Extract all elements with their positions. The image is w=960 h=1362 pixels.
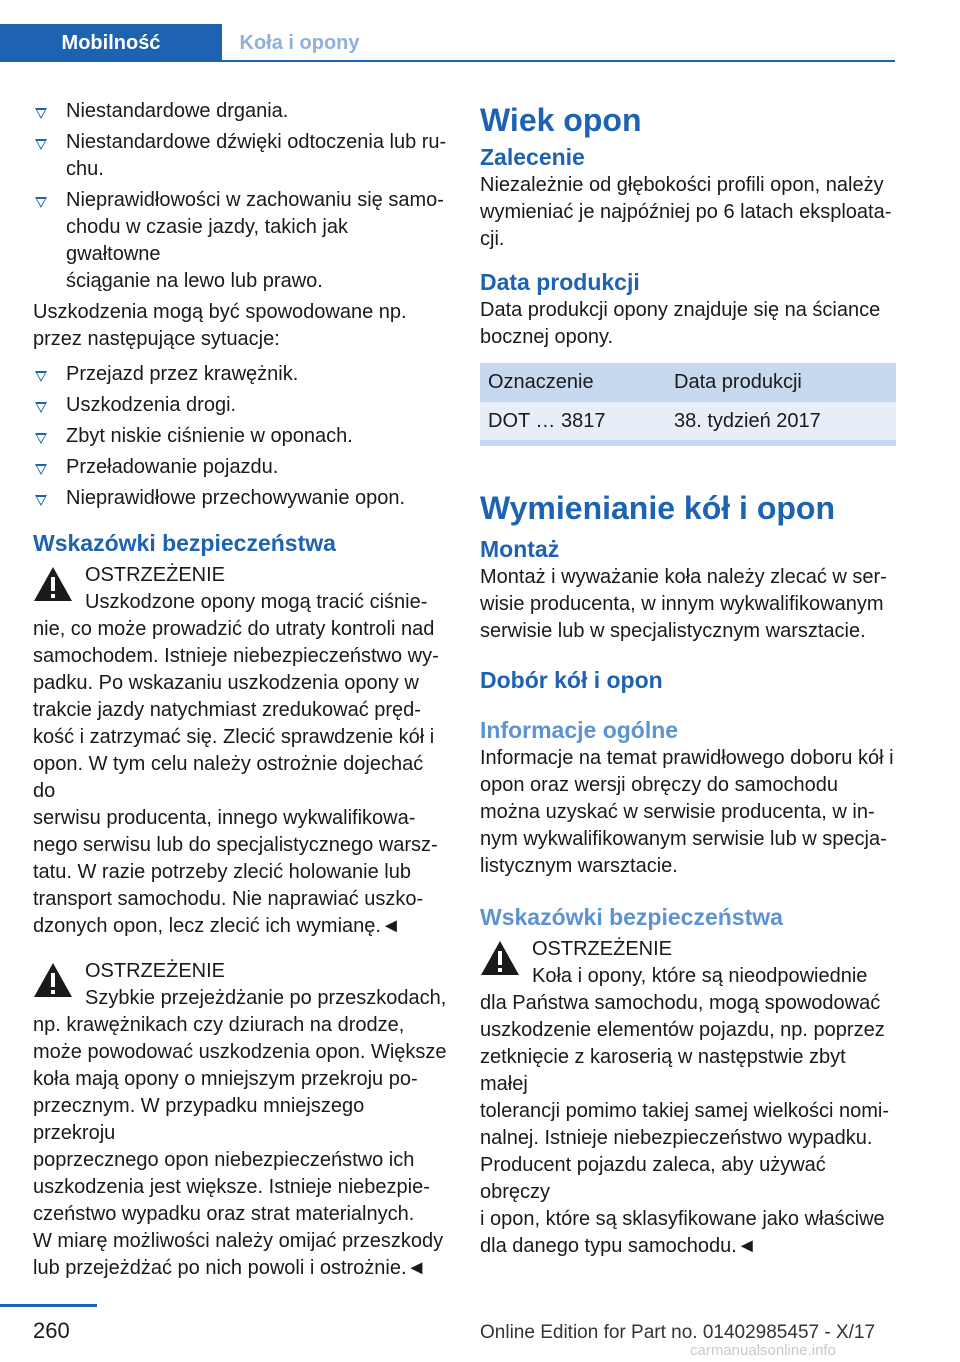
list-item: Nieprawidłowe przechowywanie opon. (33, 485, 448, 512)
list-item: Przejazd przez krawężnik. (33, 361, 448, 388)
triangle-bullet-icon (35, 433, 47, 444)
recommendation-heading: Zalecenie (480, 144, 585, 170)
warning-text: dla Państwa samochodu, mogą spowodować uszkodzenie elementów pojazdu, np. poprzez zetknięcie z karoserią w następstwie zbyt małej tolerancji pomimo takiej samej wielkości nomi- nalnej. Istnieje niebezpieczeństwo wypadku. Producent pojazdu zaleca, aby używać obręczy i opon, które są sklasyfikowane jako właściwe dla danego typu samochodu.◄ (480, 992, 890, 1257)
safety-heading: Wskazówki bezpieczeństwa (33, 530, 336, 556)
warning-block (480, 936, 898, 1260)
tab-wheels-and-tires[interactable]: Koła i opony (239, 32, 360, 54)
warning-triangle-icon (33, 566, 73, 602)
wheel-selection-heading: Dobór kół i opon (480, 667, 663, 693)
table-row (480, 402, 896, 440)
watermark: carmanualsonline.info (690, 1342, 836, 1359)
table-cell: DOT … 3817 (480, 402, 666, 440)
edition-note: Online Edition for Part no. 01402985457 - X/17 (480, 1322, 876, 1343)
production-date-table (480, 363, 896, 446)
mounting-heading: Montaż (480, 536, 560, 562)
left-column (33, 98, 448, 1282)
triangle-bullet-icon (35, 197, 47, 208)
warning-block (33, 562, 448, 940)
mounting-text: Montaż i wyważanie koła należy zlecać w ser- wisie producenta, w innym wykwalifikowanym serwisie lub w specjalistycznym warsztacie. (480, 566, 887, 642)
triangle-bullet-icon (35, 402, 47, 413)
table-bottom-rule (480, 440, 896, 446)
triangle-bullet-icon (35, 139, 47, 150)
safety-heading: Wskazówki bezpieczeństwa (480, 904, 783, 930)
list-item: Niestandardowe dźwięki odtoczenia lub ru- chu. (33, 129, 448, 183)
warning-label: OSTRZEŻENIE (85, 564, 226, 586)
table-header-date: Data produkcji (666, 363, 896, 402)
tab-mobility[interactable]: Mobilność (0, 24, 222, 62)
tire-age-heading: Wiek opon (480, 102, 642, 138)
warning-text: nie, co może prowadzić do utraty kontroli nad samochodem. Istnieje niebezpieczeństwo wy- padku. Po wskazaniu uszkodzenia opony w trakcie jazdy natychmiast zredukować pręd- kość i zatrzymać się. Zlecić sprawdzenie kół i opon. W tym celu należy ostrożnie dojechać do serwisu producenta, innego wykwalifikowa- nego serwisu lub do specjalistycznego warsz- tatu. W razie potrzeby zlecić holowanie lub transport samochodu. Nie naprawiać uszko- dzonych opon, lecz zlecić ich wymianę.◄ (33, 618, 439, 937)
page-number: 260 (33, 1318, 70, 1343)
production-date-heading: Data produkcji (480, 269, 640, 295)
general-info-text: Informacje na temat prawidłowego doboru kół i opon oraz wersji obręczy do samochodu można uzyskać w serwisie producenta, w in- nym wykwalifikowanym serwisie lub w specja- listycznym warsztacie. (480, 747, 894, 877)
general-info-heading: Informacje ogólne (480, 717, 679, 743)
triangle-bullet-icon (35, 464, 47, 475)
warning-text-first: Uszkodzone opony mogą tracić ciśnie- (85, 591, 428, 613)
list-item: Uszkodzenia drogi. (33, 392, 448, 419)
warning-triangle-icon (33, 962, 73, 998)
header-tabs (0, 24, 895, 62)
warning-text: np. krawężnikach czy dziurach na drodze, może powodować uszkodzenia opon. Większe koła mają opony o mniejszym przekroju po- przecznym. W przypadku mniejszego przekroju poprzecznego opon niebezpieczeństwo ich uszkodzenia jest większe. Istnieje niebezpie- czeństwo wypadku oraz strat materialnych. W miarę możliwości należy omijać przeszkody lub przejeżdżać po nich powoli i ostrożnie.◄ (33, 1014, 447, 1279)
symptom-list (33, 98, 448, 295)
triangle-bullet-icon (35, 108, 47, 119)
table-header-marking: Oznaczenie (480, 363, 666, 402)
table-cell: 38. tydzień 2017 (666, 402, 896, 440)
warning-triangle-icon (480, 940, 520, 976)
change-wheels-heading: Wymienianie kół i opon (480, 490, 836, 526)
right-column (480, 100, 898, 1260)
list-item: Przeładowanie pojazdu. (33, 454, 448, 481)
triangle-bullet-icon (35, 495, 47, 506)
cause-paragraph: Uszkodzenia mogą być spowodowane np. przez następujące sytuacje: (33, 301, 407, 350)
warning-block (33, 958, 448, 1282)
list-item: Niestandardowe drgania. (33, 98, 448, 125)
footer-rule (0, 1304, 97, 1307)
warning-text-first: Koła i opony, które są nieodpowiednie (532, 965, 868, 987)
header-rule (0, 60, 895, 62)
warning-text-first: Szybkie przejeżdżanie po przeszkodach, (85, 987, 447, 1009)
list-item: Zbyt niskie ciśnienie w oponach. (33, 423, 448, 450)
warning-label: OSTRZEŻENIE (85, 960, 226, 982)
triangle-bullet-icon (35, 371, 47, 382)
production-date-text: Data produkcji opony znajduje się na ściance bocznej opony. (480, 299, 881, 348)
warning-label: OSTRZEŻENIE (532, 938, 673, 960)
list-item: Nieprawidłowości w zachowaniu się samo- chodu w czasie jazdy, takich jak gwałtowne ściąganie na lewo lub prawo. (33, 187, 448, 295)
recommendation-text: Niezależnie od głębokości profili opon, należy wymieniać je najpóźniej po 6 latach eksploata- cji. (480, 174, 892, 250)
cause-list (33, 361, 448, 512)
